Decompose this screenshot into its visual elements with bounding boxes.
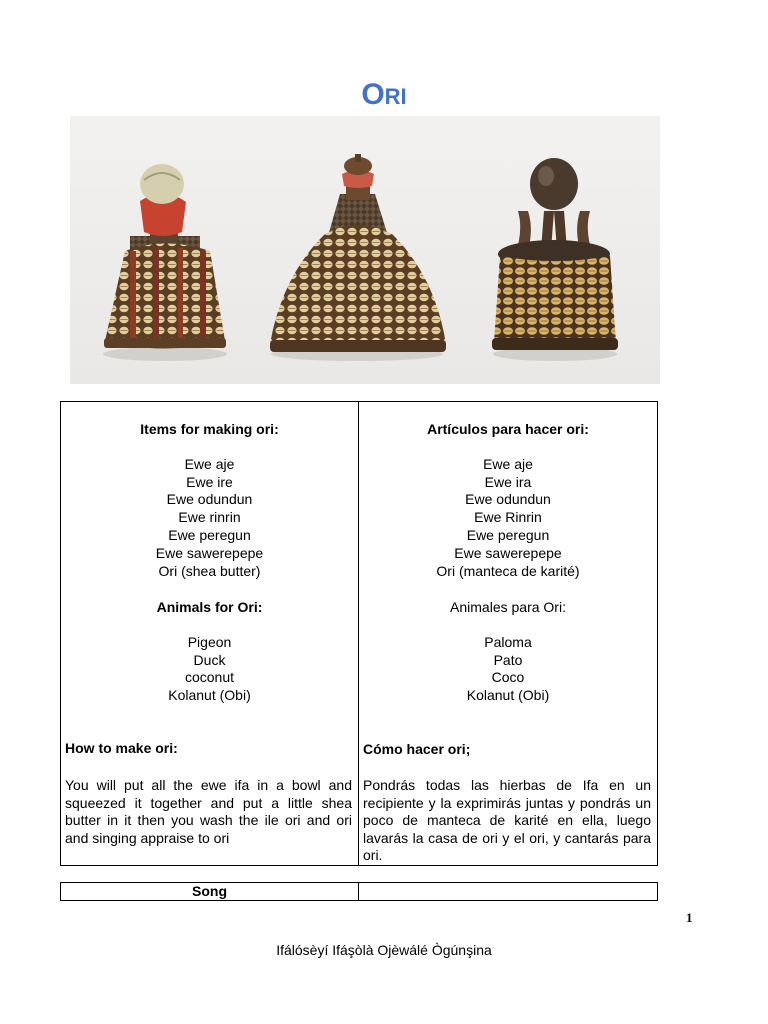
list-item: Ewe sawerepepe (454, 544, 562, 561)
list-item: Ewe odundun (166, 491, 253, 508)
list-item: Ewe aje (184, 455, 235, 472)
es-animals-section (359, 599, 657, 705)
list-item: Ewe peregun (466, 526, 550, 543)
list-item: Paloma (484, 633, 532, 650)
en-howto-text: You will put all the ewe ifa in a bowl and squeezed it together and put a little shea butter in it then you wash the ile ori and ori and singing appraise to ori (65, 777, 352, 846)
list-item: Duck (193, 651, 226, 668)
page-title (0, 78, 768, 112)
list-item: Kolanut (Obi) (466, 687, 550, 704)
footer-author: Ifálósèyí Ifáşòlà Ojèwálé Ògúnşina (276, 942, 492, 958)
en-howto-heading: How to make ori: (65, 740, 178, 756)
spanish-column (359, 402, 657, 865)
title-rest: RI (384, 84, 407, 109)
song-table (60, 882, 658, 901)
list-item: Ewe Rinrin (474, 509, 542, 526)
es-howto-heading: Cómo hacer ori; (363, 741, 471, 757)
en-animals-section (61, 599, 358, 705)
en-items-heading: Items for making ori: (140, 421, 279, 437)
page-number: 1 (686, 910, 693, 925)
shrine-1 (104, 164, 226, 349)
list-item: Pato (493, 651, 523, 668)
title-initial: O (361, 78, 385, 111)
song-value (359, 883, 657, 900)
list-item: Kolanut (Obi) (168, 687, 251, 704)
en-items-section (61, 421, 358, 580)
es-animals-heading: Animales para Ori: (450, 599, 566, 615)
es-howto-text: Pondrás todas las hierbas de Ifa en un recipiente y la exprimirás juntas y pondrás un poco de manteca de karité en ella, luego lavarás la casa de ori y el ori, y cantarás para ori. (363, 777, 651, 863)
list-item: Pigeon (187, 633, 232, 650)
ori-info-table (60, 401, 658, 866)
list-item: Ewe aje (483, 455, 533, 472)
shrine-3 (492, 158, 618, 350)
list-item: Ori (manteca de karité) (436, 562, 580, 579)
list-item: Ewe peregun (168, 526, 251, 543)
list-item: coconut (184, 669, 235, 686)
list-item: Ewe sawerepepe (155, 544, 264, 561)
list-item: Ori (shea butter) (158, 562, 261, 579)
ori-shrines-photo (70, 116, 660, 384)
english-column (61, 402, 359, 865)
list-item: Ewe odundun (465, 491, 551, 508)
list-item: Coco (491, 669, 525, 686)
en-animals-heading: Animals for Ori: (156, 599, 263, 615)
list-item: Ewe ire (186, 473, 233, 490)
list-item: Ewe ira (484, 473, 532, 490)
shrine-2 (270, 154, 446, 352)
song-label: Song (61, 883, 359, 900)
list-item: Ewe rinrin (178, 509, 241, 526)
es-items-section (359, 421, 657, 580)
es-items-heading: Artículos para hacer ori: (427, 421, 589, 437)
